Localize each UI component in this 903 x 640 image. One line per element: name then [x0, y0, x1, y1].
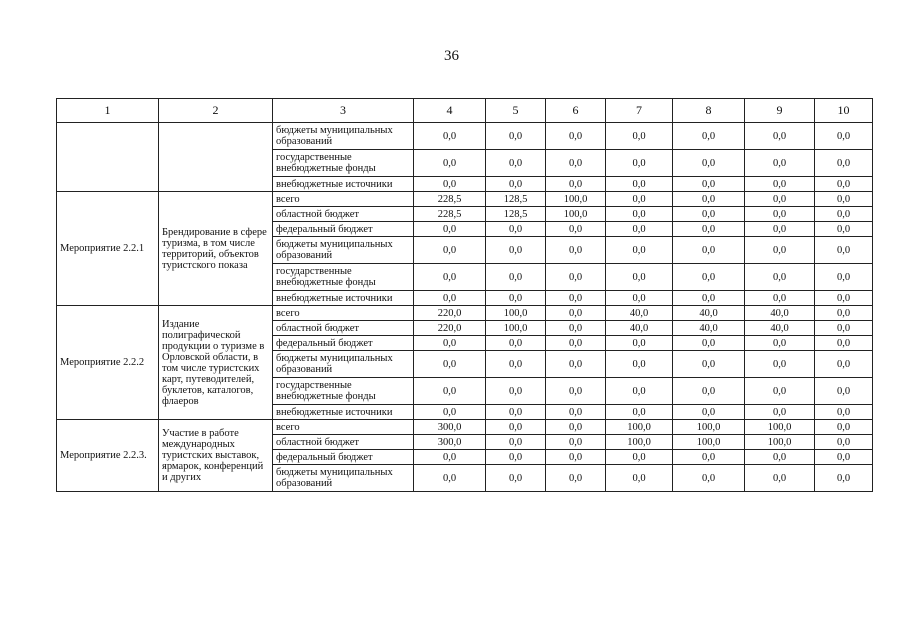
value-cell: 0,0 — [546, 123, 606, 150]
value-cell: 300,0 — [414, 435, 486, 450]
value-cell: 0,0 — [606, 378, 673, 405]
value-cell: 0,0 — [606, 351, 673, 378]
value-cell: 0,0 — [414, 264, 486, 291]
value-cell: 0,0 — [815, 123, 873, 150]
value-cell: 0,0 — [606, 336, 673, 351]
funding-source-cell: государственные внебюджетные фонды — [273, 150, 414, 177]
value-cell: 40,0 — [606, 321, 673, 336]
value-cell: 0,0 — [673, 192, 745, 207]
value-cell: 0,0 — [745, 192, 815, 207]
funding-source-cell: всего — [273, 192, 414, 207]
value-cell: 0,0 — [745, 222, 815, 237]
value-cell: 0,0 — [673, 465, 745, 492]
value-cell: 0,0 — [546, 351, 606, 378]
value-cell: 0,0 — [815, 150, 873, 177]
measure-description-cell: Издание полиграфической продукции о туризме в Орловской области, в том числе туристских карт, путеводителей, буклетов, каталогов, флаеров — [159, 306, 273, 420]
value-cell: 0,0 — [546, 336, 606, 351]
value-cell: 0,0 — [606, 123, 673, 150]
value-cell: 0,0 — [606, 450, 673, 465]
value-cell: 0,0 — [414, 405, 486, 420]
value-cell: 220,0 — [414, 306, 486, 321]
value-cell: 0,0 — [745, 405, 815, 420]
header-cell: 3 — [273, 99, 414, 123]
value-cell: 0,0 — [815, 207, 873, 222]
value-cell: 220,0 — [414, 321, 486, 336]
value-cell: 0,0 — [673, 336, 745, 351]
value-cell: 0,0 — [745, 150, 815, 177]
value-cell: 0,0 — [606, 237, 673, 264]
value-cell: 0,0 — [745, 177, 815, 192]
value-cell: 0,0 — [414, 123, 486, 150]
value-cell: 40,0 — [673, 321, 745, 336]
value-cell: 0,0 — [673, 264, 745, 291]
funding-source-cell: бюджеты муниципальных образований — [273, 237, 414, 264]
value-cell: 40,0 — [606, 306, 673, 321]
table-row — [57, 123, 873, 150]
value-cell: 0,0 — [546, 435, 606, 450]
value-cell: 0,0 — [673, 450, 745, 465]
value-cell: 0,0 — [606, 264, 673, 291]
value-cell: 40,0 — [745, 306, 815, 321]
measure-name-cell: Мероприятие 2.2.1 — [57, 192, 159, 306]
value-cell: 0,0 — [815, 222, 873, 237]
value-cell: 100,0 — [546, 192, 606, 207]
measure-name-cell: Мероприятие 2.2.2 — [57, 306, 159, 420]
table-row — [57, 192, 873, 207]
value-cell: 0,0 — [546, 291, 606, 306]
value-cell: 0,0 — [546, 306, 606, 321]
measure-description-cell: Брендирование в сфере туризма, в том числе территорий, объектов туристского показа — [159, 192, 273, 306]
value-cell: 0,0 — [546, 237, 606, 264]
value-cell: 100,0 — [486, 306, 546, 321]
measure-name-cell — [57, 123, 159, 192]
value-cell: 100,0 — [546, 207, 606, 222]
value-cell: 0,0 — [815, 378, 873, 405]
value-cell: 0,0 — [815, 192, 873, 207]
value-cell: 0,0 — [745, 351, 815, 378]
value-cell: 0,0 — [606, 405, 673, 420]
value-cell: 0,0 — [815, 264, 873, 291]
value-cell: 0,0 — [745, 450, 815, 465]
value-cell: 0,0 — [486, 465, 546, 492]
value-cell: 100,0 — [673, 420, 745, 435]
value-cell: 0,0 — [486, 264, 546, 291]
value-cell: 100,0 — [606, 435, 673, 450]
value-cell: 0,0 — [606, 192, 673, 207]
value-cell: 100,0 — [745, 435, 815, 450]
funding-source-cell: федеральный бюджет — [273, 450, 414, 465]
value-cell: 0,0 — [606, 207, 673, 222]
value-cell: 0,0 — [486, 150, 546, 177]
value-cell: 0,0 — [486, 378, 546, 405]
header-row — [57, 99, 873, 123]
value-cell: 0,0 — [414, 222, 486, 237]
funding-source-cell: внебюджетные источники — [273, 291, 414, 306]
funding-source-cell: областной бюджет — [273, 321, 414, 336]
value-cell: 0,0 — [486, 222, 546, 237]
value-cell: 0,0 — [546, 321, 606, 336]
value-cell: 0,0 — [486, 450, 546, 465]
value-cell: 0,0 — [815, 177, 873, 192]
funding-source-cell: государственные внебюджетные фонды — [273, 264, 414, 291]
header-cell: 7 — [606, 99, 673, 123]
value-cell: 0,0 — [414, 237, 486, 264]
value-cell: 0,0 — [486, 291, 546, 306]
value-cell: 0,0 — [414, 351, 486, 378]
value-cell: 0,0 — [606, 291, 673, 306]
value-cell: 0,0 — [745, 336, 815, 351]
value-cell: 0,0 — [815, 291, 873, 306]
header-cell: 4 — [414, 99, 486, 123]
value-cell: 0,0 — [414, 378, 486, 405]
value-cell: 0,0 — [486, 237, 546, 264]
value-cell: 0,0 — [486, 435, 546, 450]
header-cell: 9 — [745, 99, 815, 123]
header-cell: 6 — [546, 99, 606, 123]
value-cell: 0,0 — [486, 177, 546, 192]
budget-table — [56, 98, 873, 492]
value-cell: 0,0 — [745, 465, 815, 492]
funding-source-cell: внебюджетные источники — [273, 405, 414, 420]
value-cell: 0,0 — [815, 351, 873, 378]
funding-source-cell: областной бюджет — [273, 435, 414, 450]
page-number: 36 — [444, 48, 459, 64]
value-cell: 0,0 — [414, 465, 486, 492]
value-cell: 0,0 — [546, 465, 606, 492]
funding-source-cell: всего — [273, 420, 414, 435]
value-cell: 0,0 — [606, 177, 673, 192]
value-cell: 0,0 — [546, 222, 606, 237]
value-cell: 0,0 — [546, 264, 606, 291]
value-cell: 0,0 — [546, 150, 606, 177]
value-cell: 0,0 — [815, 306, 873, 321]
value-cell: 0,0 — [745, 237, 815, 264]
value-cell: 0,0 — [815, 450, 873, 465]
funding-source-cell: государственные внебюджетные фонды — [273, 378, 414, 405]
value-cell: 0,0 — [414, 150, 486, 177]
value-cell: 0,0 — [815, 465, 873, 492]
value-cell: 0,0 — [673, 291, 745, 306]
measure-description-cell — [159, 123, 273, 192]
value-cell: 0,0 — [673, 222, 745, 237]
value-cell: 0,0 — [745, 264, 815, 291]
value-cell: 0,0 — [745, 378, 815, 405]
value-cell: 100,0 — [745, 420, 815, 435]
funding-source-cell: федеральный бюджет — [273, 222, 414, 237]
value-cell: 0,0 — [745, 123, 815, 150]
funding-source-cell: бюджеты муниципальных образований — [273, 351, 414, 378]
value-cell: 0,0 — [414, 177, 486, 192]
funding-source-cell: областной бюджет — [273, 207, 414, 222]
value-cell: 0,0 — [486, 405, 546, 420]
value-cell: 40,0 — [745, 321, 815, 336]
funding-source-cell: всего — [273, 306, 414, 321]
value-cell: 0,0 — [673, 405, 745, 420]
value-cell: 100,0 — [486, 321, 546, 336]
value-cell: 0,0 — [815, 321, 873, 336]
value-cell: 0,0 — [546, 378, 606, 405]
funding-source-cell: внебюджетные источники — [273, 177, 414, 192]
value-cell: 0,0 — [606, 465, 673, 492]
value-cell: 40,0 — [673, 306, 745, 321]
value-cell: 0,0 — [486, 420, 546, 435]
value-cell: 100,0 — [606, 420, 673, 435]
value-cell: 0,0 — [414, 450, 486, 465]
value-cell: 0,0 — [546, 405, 606, 420]
table-row — [57, 420, 873, 435]
value-cell: 0,0 — [546, 177, 606, 192]
value-cell: 228,5 — [414, 192, 486, 207]
value-cell: 0,0 — [673, 150, 745, 177]
value-cell: 0,0 — [606, 222, 673, 237]
value-cell: 0,0 — [745, 207, 815, 222]
value-cell: 0,0 — [673, 177, 745, 192]
value-cell: 0,0 — [815, 336, 873, 351]
value-cell: 0,0 — [414, 336, 486, 351]
value-cell: 0,0 — [414, 291, 486, 306]
value-cell: 0,0 — [815, 405, 873, 420]
value-cell: 0,0 — [815, 420, 873, 435]
header-cell: 8 — [673, 99, 745, 123]
header-cell: 5 — [486, 99, 546, 123]
funding-source-cell: бюджеты муниципальных образований — [273, 465, 414, 492]
value-cell: 128,5 — [486, 192, 546, 207]
funding-source-cell: федеральный бюджет — [273, 336, 414, 351]
value-cell: 228,5 — [414, 207, 486, 222]
value-cell: 100,0 — [673, 435, 745, 450]
value-cell: 0,0 — [673, 351, 745, 378]
header-cell: 10 — [815, 99, 873, 123]
value-cell: 0,0 — [606, 150, 673, 177]
value-cell: 0,0 — [673, 207, 745, 222]
value-cell: 300,0 — [414, 420, 486, 435]
table-row — [57, 306, 873, 321]
value-cell: 0,0 — [745, 291, 815, 306]
value-cell: 0,0 — [486, 351, 546, 378]
value-cell: 0,0 — [673, 123, 745, 150]
value-cell: 0,0 — [673, 378, 745, 405]
value-cell: 0,0 — [486, 336, 546, 351]
header-cell: 2 — [159, 99, 273, 123]
value-cell: 0,0 — [815, 435, 873, 450]
value-cell: 0,0 — [546, 450, 606, 465]
value-cell: 0,0 — [673, 237, 745, 264]
measure-description-cell: Участие в работе международных туристских выставок, ярмарок, конференций и других — [159, 420, 273, 492]
value-cell: 0,0 — [486, 123, 546, 150]
header-cell: 1 — [57, 99, 159, 123]
measure-name-cell: Мероприятие 2.2.3. — [57, 420, 159, 492]
value-cell: 0,0 — [546, 420, 606, 435]
value-cell: 0,0 — [815, 237, 873, 264]
funding-source-cell: бюджеты муниципальных образований — [273, 123, 414, 150]
value-cell: 128,5 — [486, 207, 546, 222]
